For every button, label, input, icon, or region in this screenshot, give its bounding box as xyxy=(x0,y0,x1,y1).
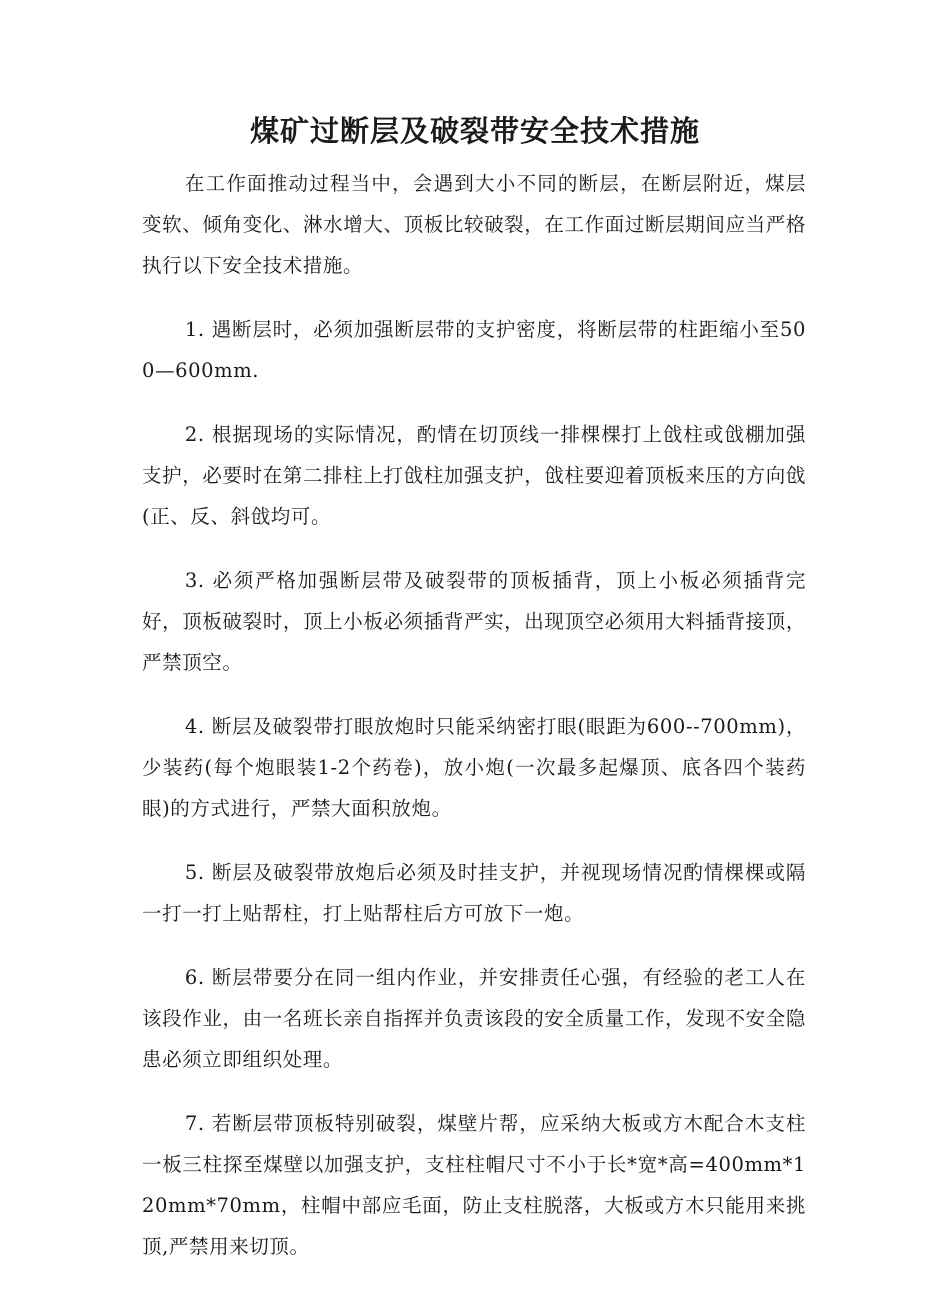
measure-paragraph-5: 5. 断层及破裂带放炮后必须及时挂支护，并视现场情况酌情棵棵或隔一打一打上贴帮柱，打上贴帮柱后方可放下一炮。 xyxy=(142,861,806,925)
measure-paragraph-6: 6. 断层带要分在同一组内作业，并安排责任心强，有经验的老工人在该段作业，由一名班长亲自指挥并负责该段的安全质量工作，发现不安全隐患必须立即组织处理。 xyxy=(142,966,806,1071)
document-title: 煤矿过断层及破裂带安全技术措施 xyxy=(249,114,700,148)
measure-paragraph-3: 3. 必须严格加强断层带及破裂带的顶板插背，顶上小板必须插背完好，顶板破裂时，顶上小板必须插背严实，出现顶空必须用大料插背接顶，严禁顶空。 xyxy=(142,569,806,674)
intro-paragraph: 在工作面推动过程当中，会遇到大小不同的断层，在断层附近，煤层变软、倾角变化、淋水增大、顶板比较破裂，在工作面过断层期间应当严格执行以下安全技术措施。 xyxy=(142,172,806,277)
measure-paragraph-4: 4. 断层及破裂带打眼放炮时只能采纳密打眼(眼距为600--700mm)，少装药(每个炮眼装1-2个药卷)，放小炮(一次最多起爆顶、底各四个装药眼)的方式进行，严禁大面积放炮。 xyxy=(142,715,806,820)
measure-paragraph-1: 1. 遇断层时，必须加强断层带的支护密度，将断层带的柱距缩小至500—600mm. xyxy=(142,318,806,382)
measure-paragraph-2: 2. 根据现场的实际情况，酌情在切顶线一排棵棵打上戗柱或戗棚加强支护，必要时在第二排柱上打戗柱加强支护，戗柱要迎着顶板来压的方向戗(正、反、斜戗均可。 xyxy=(142,423,806,528)
document-body xyxy=(142,163,806,1290)
measure-paragraph-7: 7. 若断层带顶板特别破裂，煤壁片帮，应采纳大板或方木配合木支柱一板三柱探至煤壁以加强支护，支柱柱帽尺寸不小于长*宽*高=400mm*120mm*70mm，柱帽中部应毛面，防止支柱脱落，大板或方木只能用来挑顶,严禁用来切顶。 xyxy=(142,1112,806,1258)
